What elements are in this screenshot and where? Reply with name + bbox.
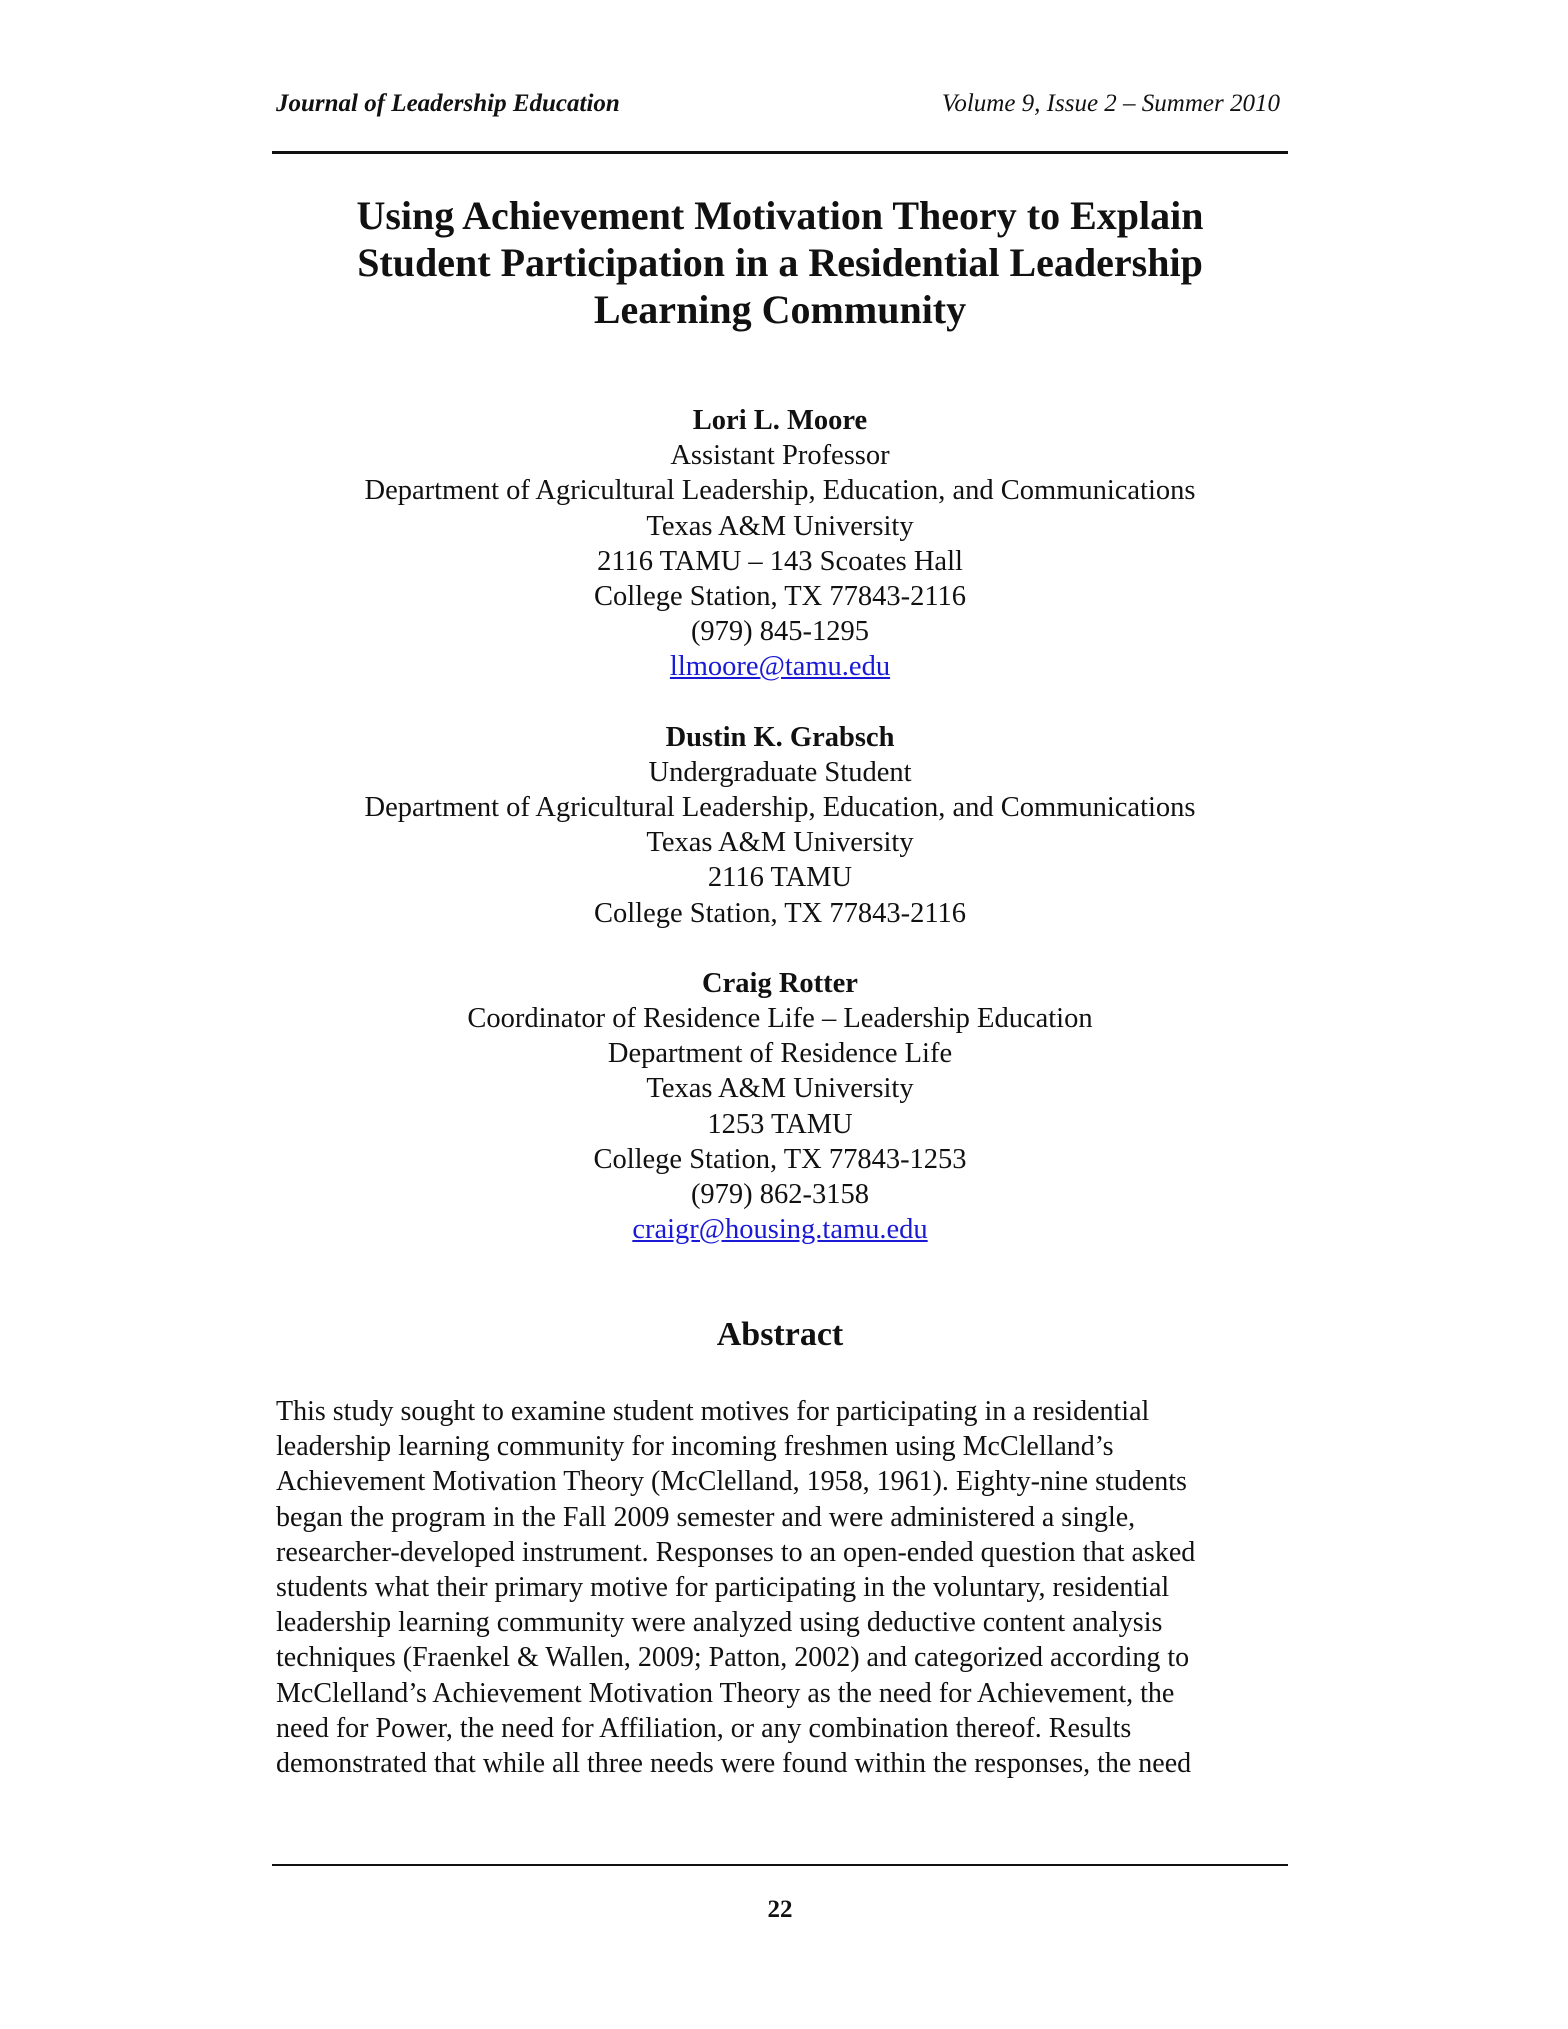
abstract-body (276, 1394, 1286, 1781)
author-address: 1253 TAMU (707, 1108, 853, 1140)
abstract-line: demonstrated that while all three needs were found within the responses, the need (276, 1748, 1192, 1780)
abstract-line: need for Power, the need for Affiliation, or any combination thereof. Results (276, 1712, 1132, 1744)
footer-rule (272, 1864, 1288, 1866)
author-block-rotter (272, 966, 1288, 1248)
author-list (272, 403, 1288, 1282)
abstract-line: began the program in the Fall 2009 semester and were administered a single, (276, 1501, 1136, 1533)
author-position: Assistant Professor (670, 440, 890, 472)
volume-issue: Volume 9, Issue 2 – Summer 2010 (941, 90, 1280, 117)
author-city: College Station, TX 77843-1253 (593, 1143, 967, 1175)
journal-name: Journal of Leadership Education (276, 90, 620, 117)
author-position: Coordinator of Residence Life – Leadership Education (467, 1003, 1093, 1035)
author-city: College Station, TX 77843-2116 (593, 581, 967, 613)
author-email-link[interactable]: craigr@housing.tamu.edu (632, 1214, 928, 1246)
author-email-link[interactable]: llmoore@tamu.edu (669, 651, 891, 683)
abstract-line: This study sought to examine student motives for participating in a residential (276, 1396, 1150, 1427)
author-block-moore (272, 403, 1288, 685)
author-address: 2116 TAMU (707, 862, 853, 894)
author-university: Texas A&M University (646, 827, 914, 859)
author-name: Craig Rotter (702, 967, 858, 999)
author-department: Department of Agricultural Leadership, Education, and Communications (364, 792, 1196, 824)
abstract-line: leadership learning community were analyzed using deductive content analysis (276, 1607, 1163, 1639)
abstract-heading: Abstract (716, 1316, 844, 1353)
author-city: College Station, TX 77843-2116 (593, 897, 967, 929)
author-department: Department of Agricultural Leadership, Education, and Communications (364, 475, 1196, 507)
author-department: Department of Residence Life (607, 1038, 953, 1070)
title-line: Learning Community (593, 287, 967, 332)
abstract-line: Achievement Motivation Theory (McClelland, 1958, 1961). Eighty-nine students (276, 1466, 1187, 1498)
author-block-grabsch (272, 720, 1288, 931)
abstract-line: techniques (Fraenkel & Wallen, 2009; Patton, 2002) and categorized according to (276, 1642, 1190, 1674)
running-header (272, 90, 1288, 126)
author-name: Dustin K. Grabsch (665, 721, 895, 753)
title-line: Using Achievement Motivation Theory to Explain (356, 193, 1204, 238)
header-rule (272, 151, 1288, 154)
author-address: 2116 TAMU – 143 Scoates Hall (597, 545, 963, 577)
abstract-line: students what their primary motive for participating in the voluntary, residential (276, 1572, 1170, 1604)
author-university: Texas A&M University (646, 510, 914, 542)
abstract-line: leadership learning community for incoming freshmen using McClelland’s (276, 1431, 1114, 1463)
author-phone: (979) 845-1295 (690, 616, 870, 648)
page-number: 22 (767, 1896, 793, 1923)
paper-title (272, 192, 1288, 333)
abstract-line: McClelland’s Achievement Motivation Theory as the need for Achievement, the (276, 1677, 1175, 1709)
author-phone: (979) 862-3158 (690, 1179, 870, 1211)
author-name: Lori L. Moore (692, 405, 868, 436)
title-line: Student Participation in a Residential Leadership (357, 240, 1203, 285)
author-university: Texas A&M University (646, 1073, 914, 1105)
abstract-line: researcher-developed instrument. Responses to an open-ended question that asked (276, 1536, 1196, 1568)
author-position: Undergraduate Student (648, 756, 912, 788)
